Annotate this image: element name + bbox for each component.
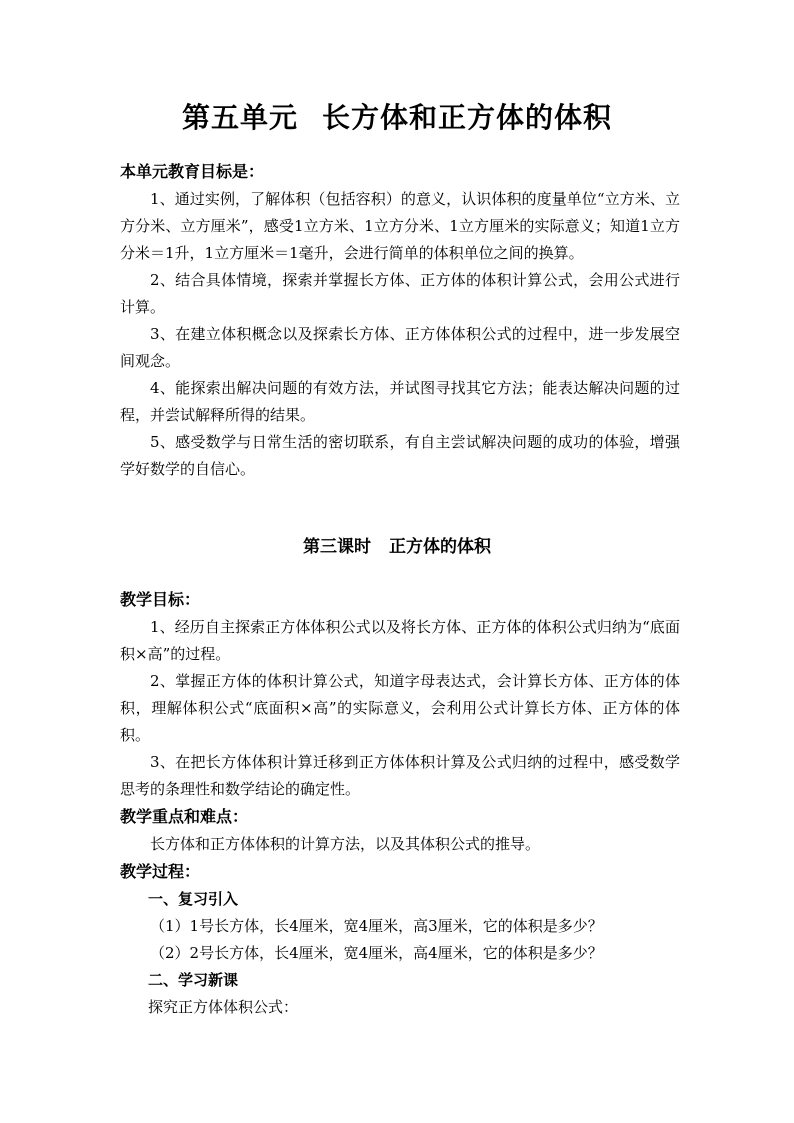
unit-goal-1: 1、通过实例，了解体积（包括容积）的意义，认识体积的度量单位“立方米、立方分米、立方厘米”，感受1立方米、1立方分米、1立方厘米的实际意义；知道1立方分米＝1升，1立方厘米＝1毫升，会进行简单的体积单位之间的换算。 bbox=[120, 190, 680, 262]
unit-goal-2: 2、结合具体情境，探索并掌握长方体、正方体的体积计算公式，会用公式进行计算。 bbox=[120, 271, 680, 316]
unit-goal-4: 4、能探索出解决问题的有效方法，并试图寻找其它方法；能表达解决问题的过程，并尝试解释所得的结果。 bbox=[120, 379, 680, 424]
question-2: （2）2号长方体，长4厘米，宽4厘米，高4厘米，它的体积是多少？ bbox=[150, 944, 603, 962]
lesson-title-part2: 正方体的体积 bbox=[389, 537, 491, 557]
teaching-goal-2: 2、掌握正方体的体积计算公式，知道字母表达式，会计算长方体、正方体的体积，理解体积公式“底面积×高”的实际意义，会利用公式计算长方体、正方体的体积。 bbox=[120, 672, 680, 744]
unit-title-part1: 第五单元 bbox=[181, 101, 298, 134]
unit-goal-5: 5、感受数学与日常生活的密切联系，有自主尝试解决问题的成功的体验，增强学好数学的自信心。 bbox=[120, 433, 680, 478]
teaching-goals-heading: 教学目标： bbox=[120, 590, 201, 609]
key-points-text: 长方体和正方体体积的计算方法，以及其体积公式的推导。 bbox=[150, 835, 541, 853]
teaching-goals-section bbox=[120, 586, 680, 1021]
unit-goals-section bbox=[120, 158, 680, 483]
explore-text: 探究正方体体积公式： bbox=[148, 998, 299, 1016]
unit-title-part2: 长方体和正方体的体积 bbox=[322, 101, 613, 134]
step1-heading: 一、复习引入 bbox=[148, 890, 239, 908]
unit-goal-3: 3、在建立体积概念以及探索长方体、正方体体积公式的过程中，进一步发展空间观念。 bbox=[120, 325, 680, 370]
teaching-goal-1: 1、经历自主探索正方体体积公式以及将长方体、正方体的体积公式归纳为“底面积×高”的过程。 bbox=[120, 618, 680, 663]
unit-title bbox=[0, 96, 794, 136]
step2-heading: 二、学习新课 bbox=[148, 971, 239, 989]
unit-goals-heading: 本单元教育目标是： bbox=[120, 162, 265, 181]
lesson-title bbox=[0, 532, 794, 557]
key-points-heading: 教学重点和难点： bbox=[120, 807, 249, 826]
lesson-title-part1: 第三课时 bbox=[303, 537, 371, 557]
process-heading: 教学过程： bbox=[120, 862, 201, 881]
teaching-goal-3: 3、在把长方体体积计算迁移到正方体体积计算及公式归纳的过程中，感受数学思考的条理性和数学结论的确定性。 bbox=[120, 753, 680, 798]
question-1: （1）1号长方体，长4厘米，宽4厘米，高3厘米，它的体积是多少？ bbox=[150, 917, 603, 935]
